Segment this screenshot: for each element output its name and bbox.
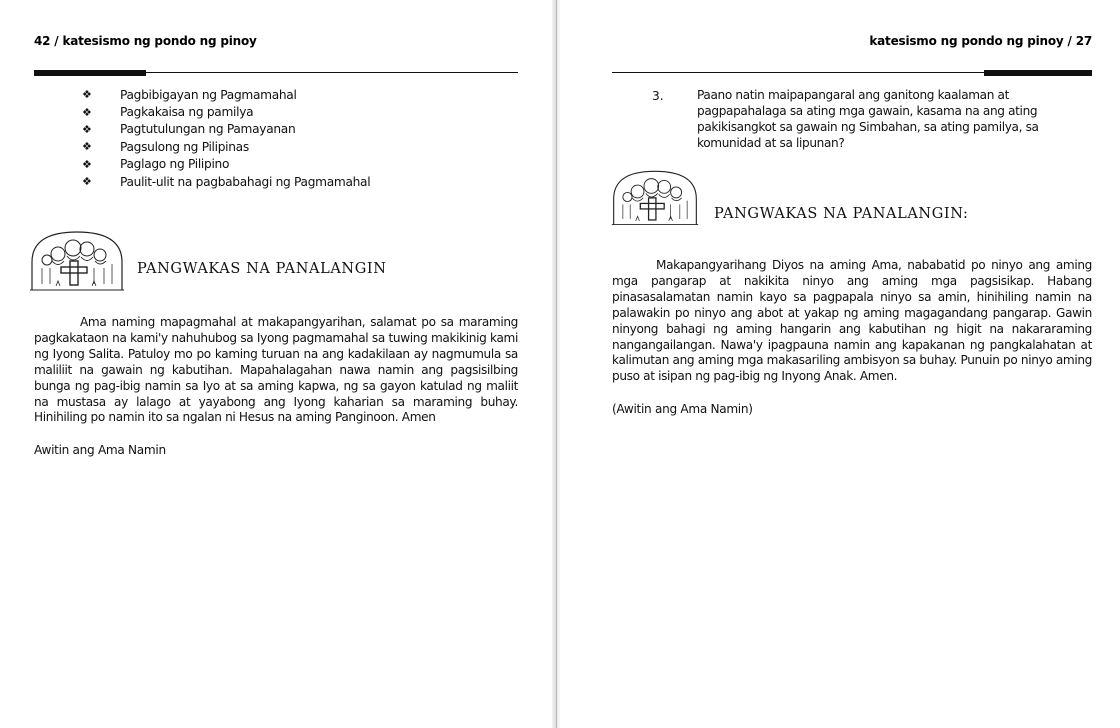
- diamond-bullet-icon: ❖: [82, 105, 92, 119]
- children-around-cross-icon: [610, 164, 700, 230]
- list-item: [82, 86, 370, 103]
- list-item: [82, 138, 370, 155]
- bullet-list: [82, 86, 370, 190]
- list-item: [82, 121, 370, 138]
- list-item: [82, 156, 370, 173]
- right-closing-prayer-heading: PANGWAKAS NA PANALANGIN:: [714, 206, 969, 222]
- list-item-text: Pagsulong ng Pilipinas: [120, 139, 249, 154]
- right-page-header: katesismo ng pondo ng pinoy / 27: [869, 34, 1092, 48]
- diamond-bullet-icon: ❖: [82, 88, 92, 102]
- right-closing-instruction: (Awitin ang Ama Namin): [612, 402, 753, 416]
- right-prayer-paragraph: Makapangyarihang Diyos na aming Ama, nababatid po ninyo ang aming mga pangarap at nakikita ninyo ang aming mga pagsisikap. Habang pinasasalamatan namin kayo sa pagpapala ninyo sa amin, hinihiling namin na palawakin po ninyo ang abot at yakap ng aming magagandang pangarap. Gawin ninyong bahagi ng aming hangarin ang kabutihan ng higit na nakararaming nangangailangan. Nawa'y ipagpauna namin ang kapakanan ng pangkalahatan at kalimutan ang aming mga makasariling ambisyon sa buhay. Punuin po ninyo aming puso at isipan ng pag-ibig ng Inyong Anak. Amen.: [612, 258, 1093, 384]
- question-text: Paano natin maipapangaral ang ganitong kaalaman at pagpapahalaga sa ating mga gawain, kasama na ang ating pakikisangkot sa gawain ng Simbahan, sa ating pamilya, sa komunidad at sa lipunan?: [697, 88, 1039, 150]
- right-page: [560, 0, 1120, 728]
- right-header-rule-thick: [984, 70, 1092, 76]
- diamond-bullet-icon: ❖: [82, 122, 92, 136]
- list-item-text: Pagtutulungan ng Pamayanan: [120, 122, 296, 137]
- list-item: [82, 173, 370, 190]
- left-header-rule-thick: [34, 70, 146, 76]
- book-spine-line: [556, 0, 557, 728]
- left-closing-prayer-heading: PANGWAKAS NA PANALANGIN: [137, 261, 387, 277]
- diamond-bullet-icon: ❖: [82, 175, 92, 189]
- left-prayer-paragraph: Ama naming mapagmahal at makapangyarihan, salamat po sa maraming pagkakataon na kami'y nahuhubog sa Iyong pagmamahal sa tuwing makikinig kami ng Iyong Salita. Patuloy mo po kaming turuan na ang kadakilaan ay nagmumula sa maliliit na gawain ng kabutihan. Mapahalagahan nawa namin ang pagsisilbing bunga ng pag-ibig namin sa Iyo at sa aming kapwa, ng sa gayon katulad ng maliit na mustasa ay lalago at yayabong ang Iyong kaharian sa maraming buhay. Hinihiling po namin ito sa ngalan ni Hesus na aming Panginoon. Amen: [34, 315, 518, 425]
- children-around-cross-icon: [28, 228, 126, 292]
- diamond-bullet-icon: ❖: [82, 157, 92, 171]
- left-header-rule: [34, 72, 518, 73]
- list-item-text: Pagkakaisa ng pamilya: [120, 105, 254, 120]
- left-page-header: 42 / katesismo ng pondo ng pinoy: [34, 34, 257, 48]
- list-item-text: Pagbibigayan ng Pagmamahal: [120, 87, 297, 102]
- left-closing-instruction: Awitin ang Ama Namin: [34, 443, 166, 457]
- question-number: 3.: [652, 89, 664, 103]
- left-page: [0, 0, 552, 728]
- diamond-bullet-icon: ❖: [82, 140, 92, 154]
- list-item: [82, 103, 370, 120]
- list-item-text: Paglago ng Pilipino: [120, 157, 230, 172]
- list-item-text: Paulit-ulit na pagbabahagi ng Pagmamahal: [120, 174, 371, 189]
